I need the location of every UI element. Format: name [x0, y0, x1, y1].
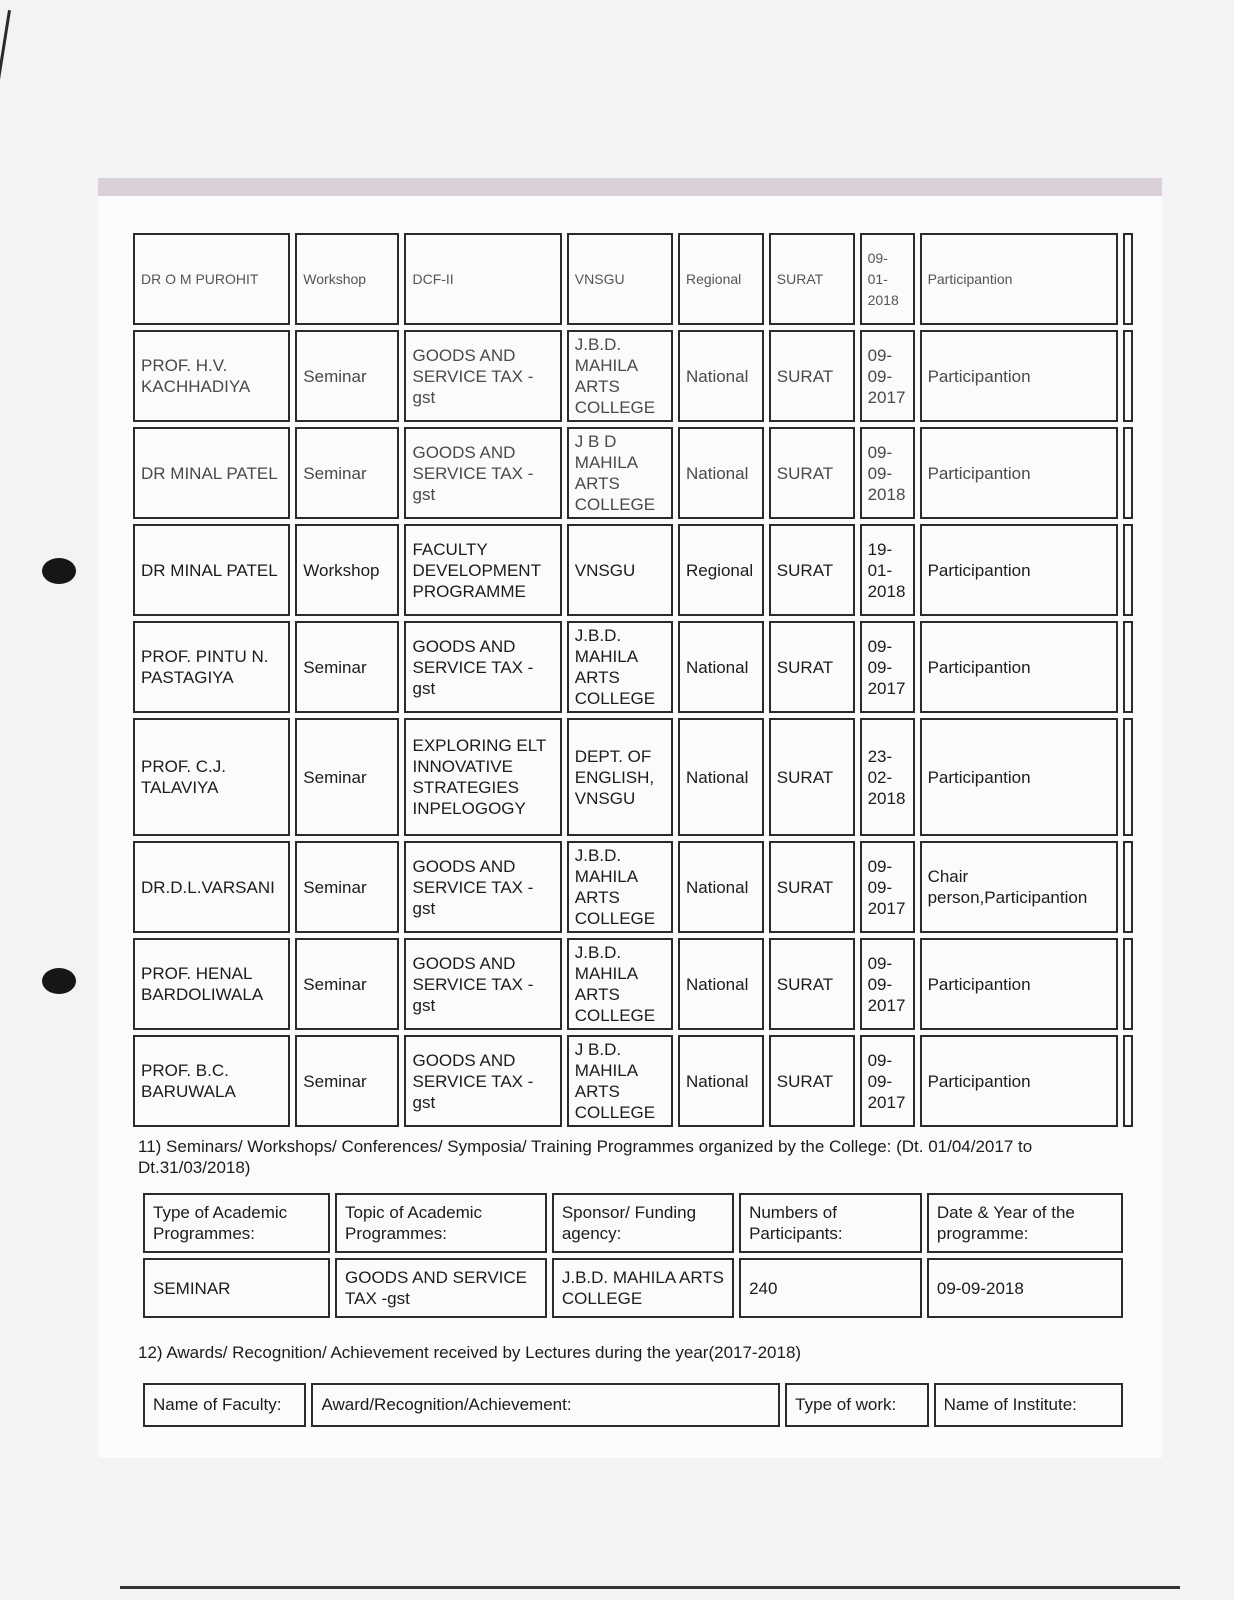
level: National — [678, 718, 764, 836]
organizer: VNSGU — [567, 524, 673, 616]
programme-type: Seminar — [295, 330, 399, 422]
role: Participantion — [920, 233, 1118, 325]
programme-type: Workshop — [295, 233, 399, 325]
programme-topic: GOODS AND SERVICE TAX - gst — [404, 330, 561, 422]
place: SURAT — [769, 841, 855, 933]
level: Regional — [678, 233, 764, 325]
column-header: Award/Recognition/Achievement: — [311, 1383, 780, 1427]
programme-type: SEMINAR — [143, 1258, 330, 1318]
faculty-name: PROF. HENAL BARDOLIWALA — [133, 938, 290, 1030]
role: Participantion — [920, 1035, 1118, 1127]
organizer: VNSGU — [567, 233, 673, 325]
participants-count: 240 — [739, 1258, 922, 1318]
column-header: Date & Year of the programme: — [927, 1193, 1123, 1253]
faculty-name: DR MINAL PATEL — [133, 524, 290, 616]
punch-hole — [42, 558, 76, 584]
table-row — [133, 524, 1133, 616]
column-header: Sponsor/ Funding agency: — [552, 1193, 734, 1253]
place: SURAT — [769, 524, 855, 616]
role: Participantion — [920, 330, 1118, 422]
place: SURAT — [769, 718, 855, 836]
table-row — [133, 427, 1133, 519]
level: National — [678, 330, 764, 422]
page-edge-line — [0, 10, 11, 336]
programme-type: Workshop — [295, 524, 399, 616]
column-header: Topic of Academic Programmes: — [335, 1193, 547, 1253]
programme-topic: GOODS AND SERVICE TAX - gst — [404, 1035, 561, 1127]
date: 09-09-2017 — [860, 841, 915, 933]
place: SURAT — [769, 1035, 855, 1127]
date: 19-01-2018 — [860, 524, 915, 616]
faculty-name: DR O M PUROHIT — [133, 233, 290, 325]
programme-type: Seminar — [295, 718, 399, 836]
programme-topic: GOODS AND SERVICE TAX - gst — [404, 938, 561, 1030]
blank-cell — [1123, 621, 1133, 713]
date: 09-01-2018 — [860, 233, 915, 325]
role: Chair person,Participantion — [920, 841, 1118, 933]
level: National — [678, 621, 764, 713]
table-row — [133, 938, 1133, 1030]
awards-table — [138, 1378, 1128, 1432]
participation-table — [128, 228, 1138, 1132]
blank-cell — [1123, 718, 1133, 836]
blank-cell — [1123, 524, 1133, 616]
place: SURAT — [769, 233, 855, 325]
programme-type: Seminar — [295, 1035, 399, 1127]
column-header: Numbers of Participants: — [739, 1193, 922, 1253]
programme-type: Seminar — [295, 841, 399, 933]
date: 09-09-2017 — [860, 330, 915, 422]
level: Regional — [678, 524, 764, 616]
faculty-name: PROF. C.J. TALAVIYA — [133, 718, 290, 836]
table-row — [133, 330, 1133, 422]
organized-programmes-table — [138, 1188, 1128, 1323]
programme-topic: GOODS AND SERVICE TAX - gst — [404, 427, 561, 519]
blank-cell — [1123, 938, 1133, 1030]
section-11-heading: 11) Seminars/ Workshops/ Conferences/ Symposia/ Training Programmes organized by the College: (Dt. 01/04/2017 to Dt.31/03/2018) — [138, 1137, 1033, 1177]
table-row — [133, 718, 1133, 836]
role: Participantion — [920, 427, 1118, 519]
level: National — [678, 427, 764, 519]
column-header: Type of Academic Programmes: — [143, 1193, 330, 1253]
punch-hole — [42, 968, 76, 994]
level: National — [678, 938, 764, 1030]
table-row — [143, 1258, 1123, 1318]
place: SURAT — [769, 330, 855, 422]
faculty-name: PROF. B.C. BARUWALA — [133, 1035, 290, 1127]
table-header-row — [143, 1193, 1123, 1253]
organizer: DEPT. OF ENGLISH, VNSGU — [567, 718, 673, 836]
table-row — [133, 621, 1133, 713]
blank-cell — [1123, 330, 1133, 422]
table-row — [133, 233, 1133, 325]
date: 23-02-2018 — [860, 718, 915, 836]
programme-date: 09-09-2018 — [927, 1258, 1123, 1318]
page-bottom-line — [120, 1586, 1180, 1589]
date: 09-09-2017 — [860, 938, 915, 1030]
role: Participantion — [920, 621, 1118, 713]
organizer: J.B.D. MAHILA ARTS COLLEGE — [567, 841, 673, 933]
blank-cell — [1123, 427, 1133, 519]
column-header: Type of work: — [785, 1383, 928, 1427]
role: Participantion — [920, 938, 1118, 1030]
date: 09-09-2018 — [860, 427, 915, 519]
programme-type: Seminar — [295, 427, 399, 519]
place: SURAT — [769, 938, 855, 1030]
programme-type: Seminar — [295, 938, 399, 1030]
organizer: J.B.D. MAHILA ARTS COLLEGE — [567, 621, 673, 713]
programme-topic: FACULTY DEVELOPMENT PROGRAMME — [404, 524, 561, 616]
level: National — [678, 841, 764, 933]
place: SURAT — [769, 427, 855, 519]
programme-type: Seminar — [295, 621, 399, 713]
organizer: J.B.D. MAHILA ARTS COLLEGE — [567, 330, 673, 422]
programme-topic: GOODS AND SERVICE TAX - gst — [404, 841, 561, 933]
faculty-name: PROF. H.V. KACHHADIYA — [133, 330, 290, 422]
table-row — [133, 841, 1133, 933]
programme-topic: DCF-II — [404, 233, 561, 325]
organizer: J B D MAHILA ARTS COLLEGE — [567, 427, 673, 519]
level: National — [678, 1035, 764, 1127]
faculty-name: DR.D.L.VARSANI — [133, 841, 290, 933]
blank-cell — [1123, 841, 1133, 933]
table-header-row — [143, 1383, 1123, 1427]
column-header: Name of Institute: — [934, 1383, 1123, 1427]
table-row — [133, 1035, 1133, 1127]
section-12-heading: 12) Awards/ Recognition/ Achievement received by Lectures during the year(2017-2018) — [138, 1343, 802, 1362]
date: 09-09-2017 — [860, 1035, 915, 1127]
role: Participantion — [920, 524, 1118, 616]
sponsor: J.B.D. MAHILA ARTS COLLEGE — [552, 1258, 734, 1318]
organizer: J B.D. MAHILA ARTS COLLEGE — [567, 1035, 673, 1127]
blank-cell — [1123, 233, 1133, 325]
programme-topic: GOODS AND SERVICE TAX - gst — [404, 621, 561, 713]
blank-cell — [1123, 1035, 1133, 1127]
faculty-name: DR MINAL PATEL — [133, 427, 290, 519]
programme-topic: EXPLORING ELT INNOVATIVE STRATEGIES INPELOGOGY — [404, 718, 561, 836]
place: SURAT — [769, 621, 855, 713]
document-sheet — [98, 178, 1162, 1458]
role: Participantion — [920, 718, 1118, 836]
column-header: Name of Faculty: — [143, 1383, 306, 1427]
faculty-name: PROF. PINTU N. PASTAGIYA — [133, 621, 290, 713]
programme-topic: GOODS AND SERVICE TAX -gst — [335, 1258, 547, 1318]
date: 09-09-2017 — [860, 621, 915, 713]
organizer: J.B.D. MAHILA ARTS COLLEGE — [567, 938, 673, 1030]
